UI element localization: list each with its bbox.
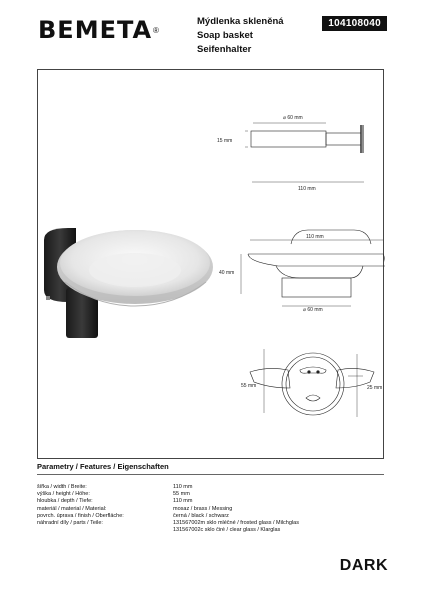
product-code: 104108040 (322, 16, 387, 31)
title-cz: Mýdlenka skleněná (197, 16, 284, 27)
side-view-drawing (241, 230, 385, 306)
dim-top-height: 15 mm (217, 138, 233, 144)
param-row: 131567002c sklo čiré / clear glass / Klarglas (173, 527, 281, 534)
dim-side-width: 110 mm (306, 234, 324, 240)
product-titles (197, 15, 284, 57)
brand-logo (38, 15, 159, 45)
front-view-drawing (250, 349, 374, 417)
param-row: povrch. úprava / finish / Oberfläche: černá / black / schwarz (37, 512, 229, 519)
dim-front-depth: 25 mm (367, 385, 383, 391)
title-de: Seifenhalter (197, 44, 252, 55)
title-en: Soap basket (197, 30, 253, 41)
param-row: šířka / width / Breite: 110 mm (37, 484, 193, 490)
param-row: hloubka / depth / Tiefe: 110 mm (37, 498, 193, 505)
param-row: materiál / material / Material: mosaz / brass / Messing (37, 505, 233, 512)
product-photo (44, 228, 213, 338)
technical-drawings (38, 70, 385, 460)
parameters-section (37, 462, 384, 534)
parameters-heading: Parametry / Features / Eigenschaften (37, 462, 384, 475)
dim-side-diameter: ⌀ 60 mm (303, 307, 323, 313)
brand-name: BEMETA (38, 16, 153, 44)
dim-side-height: 40 mm (219, 270, 235, 276)
top-view-drawing (245, 123, 364, 182)
param-row: výška / height / Höhe: 55 mm (37, 491, 190, 498)
dim-top-width: 110 mm (298, 186, 316, 192)
drawing-sheet (37, 69, 384, 459)
dim-front-height: 55 mm (241, 383, 257, 389)
registered-mark-icon: ® (153, 25, 159, 35)
series-name: DARK (339, 557, 388, 574)
param-row: náhradní díly / parts / Teile: 131567002m sklo mléčné / frosted glass / Milchglas (37, 520, 299, 527)
dim-top-diameter: ⌀ 60 mm (283, 115, 303, 121)
